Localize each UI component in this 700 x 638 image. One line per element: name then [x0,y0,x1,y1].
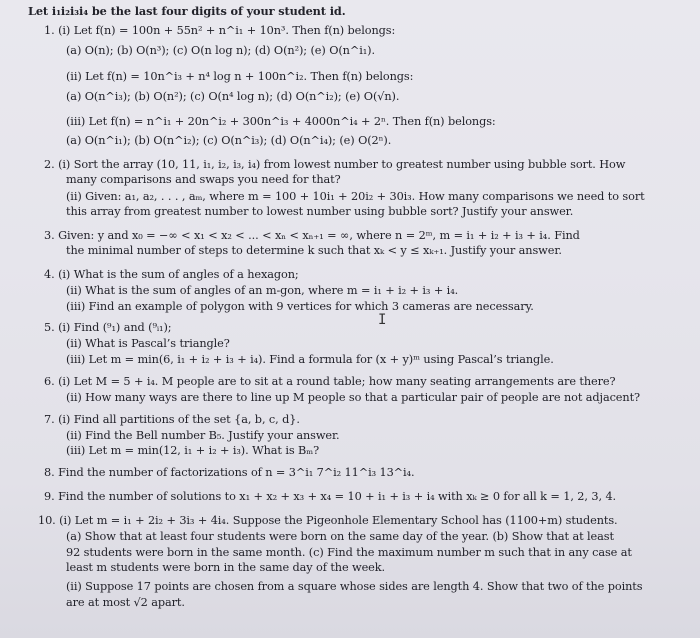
sheet-title: Let i₁i₂i₃i₄ be the last four digits of your student id. [28,4,346,18]
q10-part-i-a: (a) Show that at least four students were born on the same day of the year. (b) Show that at least [66,530,614,543]
q1-part-iii: (iii) Let f(n) = n^i₁ + 20n^i₂ + 300n^i₃ + 4000n^i₄ + 2ⁿ. Then f(n) belongs: [66,115,496,128]
q6-part-i: 6. (i) Let M = 5 + i₄. M people are to sit at a round table; how many seating arrangements are there? [44,375,616,388]
q1-part-ii: (ii) Let f(n) = 10n^i₃ + n⁴ log n + 100n^i₂. Then f(n) belongs: [66,70,414,83]
q4-part-ii: (ii) What is the sum of angles of an m-gon, where m = i₁ + i₂ + i₃ + i₄. [66,284,459,297]
q3-text-cont: the minimal number of steps to determine k such that xₖ < y ≤ xₖ₊₁. Justify your answer. [66,244,562,257]
q7-part-i: 7. (i) Find all partitions of the set {a, b, c, d}. [44,413,300,426]
q3-text: 3. Given: y and x₀ = −∞ < x₁ < x₂ < ... < xₙ < xₙ₊₁ = ∞, where n = 2ᵐ, m = i₁ + i₂ + i₃ + i₄. Find [44,229,580,242]
q2-part-i: 2. (i) Sort the array (10, 11, i₁, i₂, i₃, i₄) from lowest number to greatest number using bubble sort. How [44,158,626,171]
q10-part-i-b: 92 students were born in the same month. (c) Find the maximum number m such that in any case at [66,546,632,559]
q4-part-iii: (iii) Find an example of polygon with 9 vertices for which 3 cameras are necessary. [66,300,534,313]
q2-part-ii-cont: this array from greatest number to lowest number using bubble sort? Justify your answer. [66,205,574,218]
q8-text: 8. Find the number of factorizations of n = 3^i₁ 7^i₂ 11^i₃ 13^i₄. [44,466,415,479]
text-cursor-icon [378,313,387,327]
q1-part-iii-options: (a) O(n^i₁); (b) O(n^i₂); (c) O(n^i₃); (d) O(n^i₄); (e) O(2ⁿ). [66,134,392,147]
q9-text: 9. Find the number of solutions to x₁ + x₂ + x₃ + x₄ = 10 + i₁ + i₃ + i₄ with xₖ ≥ 0 for all k = 1, 2, 3, 4. [44,490,617,503]
q10-part-ii: (ii) Suppose 17 points are chosen from a square whose sides are length 4. Show that two of the points [66,580,643,593]
q1-part-i-options: (a) O(n); (b) O(n³); (c) O(n log n); (d) O(n²); (e) O(n^i₁). [66,44,375,57]
q1-part-i: 1. (i) Let f(n) = 100n + 55n² + n^i₁ + 10n³. Then f(n) belongs: [44,24,396,37]
q10-part-i-c: least m students were born in the same day of the week. [66,561,386,574]
q4-part-i: 4. (i) What is the sum of angles of a hexagon; [44,268,299,281]
q7-part-iii: (iii) Let m = min(12, i₁ + i₂ + i₃). What is Bₘ? [66,444,320,457]
q2-part-i-cont: many comparisons and swaps you need for that? [66,173,341,186]
q5-part-iii: (iii) Let m = min(6, i₁ + i₂ + i₃ + i₄). Find a formula for (x + y)ᵐ using Pascal’s triangle. [66,353,554,366]
q6-part-ii: (ii) How many ways are there to line up M people so that a particular pair of people are not adjacent? [66,391,640,404]
q2-part-ii: (ii) Given: a₁, a₂, . . . , aₘ, where m = 100 + 10i₁ + 20i₂ + 30i₃. How many comparisons we need to sort [66,190,645,203]
q7-part-ii: (ii) Find the Bell number B₅. Justify your answer. [66,429,340,442]
q1-part-ii-options: (a) O(n^i₃); (b) O(n²); (c) O(n⁴ log n); (d) O(n^i₂); (e) O(√n). [66,90,400,103]
q10-part-ii-cont: are at most √2 apart. [66,596,185,609]
q5-part-i: 5. (i) Find (⁹₁) and (⁹ᵢ₁); [44,321,172,334]
q10-part-i: 10. (i) Let m = i₁ + 2i₂ + 3i₃ + 4i₄. Suppose the Pigeonhole Elementary School has (1100+m) students. [38,514,618,527]
q5-part-ii: (ii) What is Pascal’s triangle? [66,337,230,350]
